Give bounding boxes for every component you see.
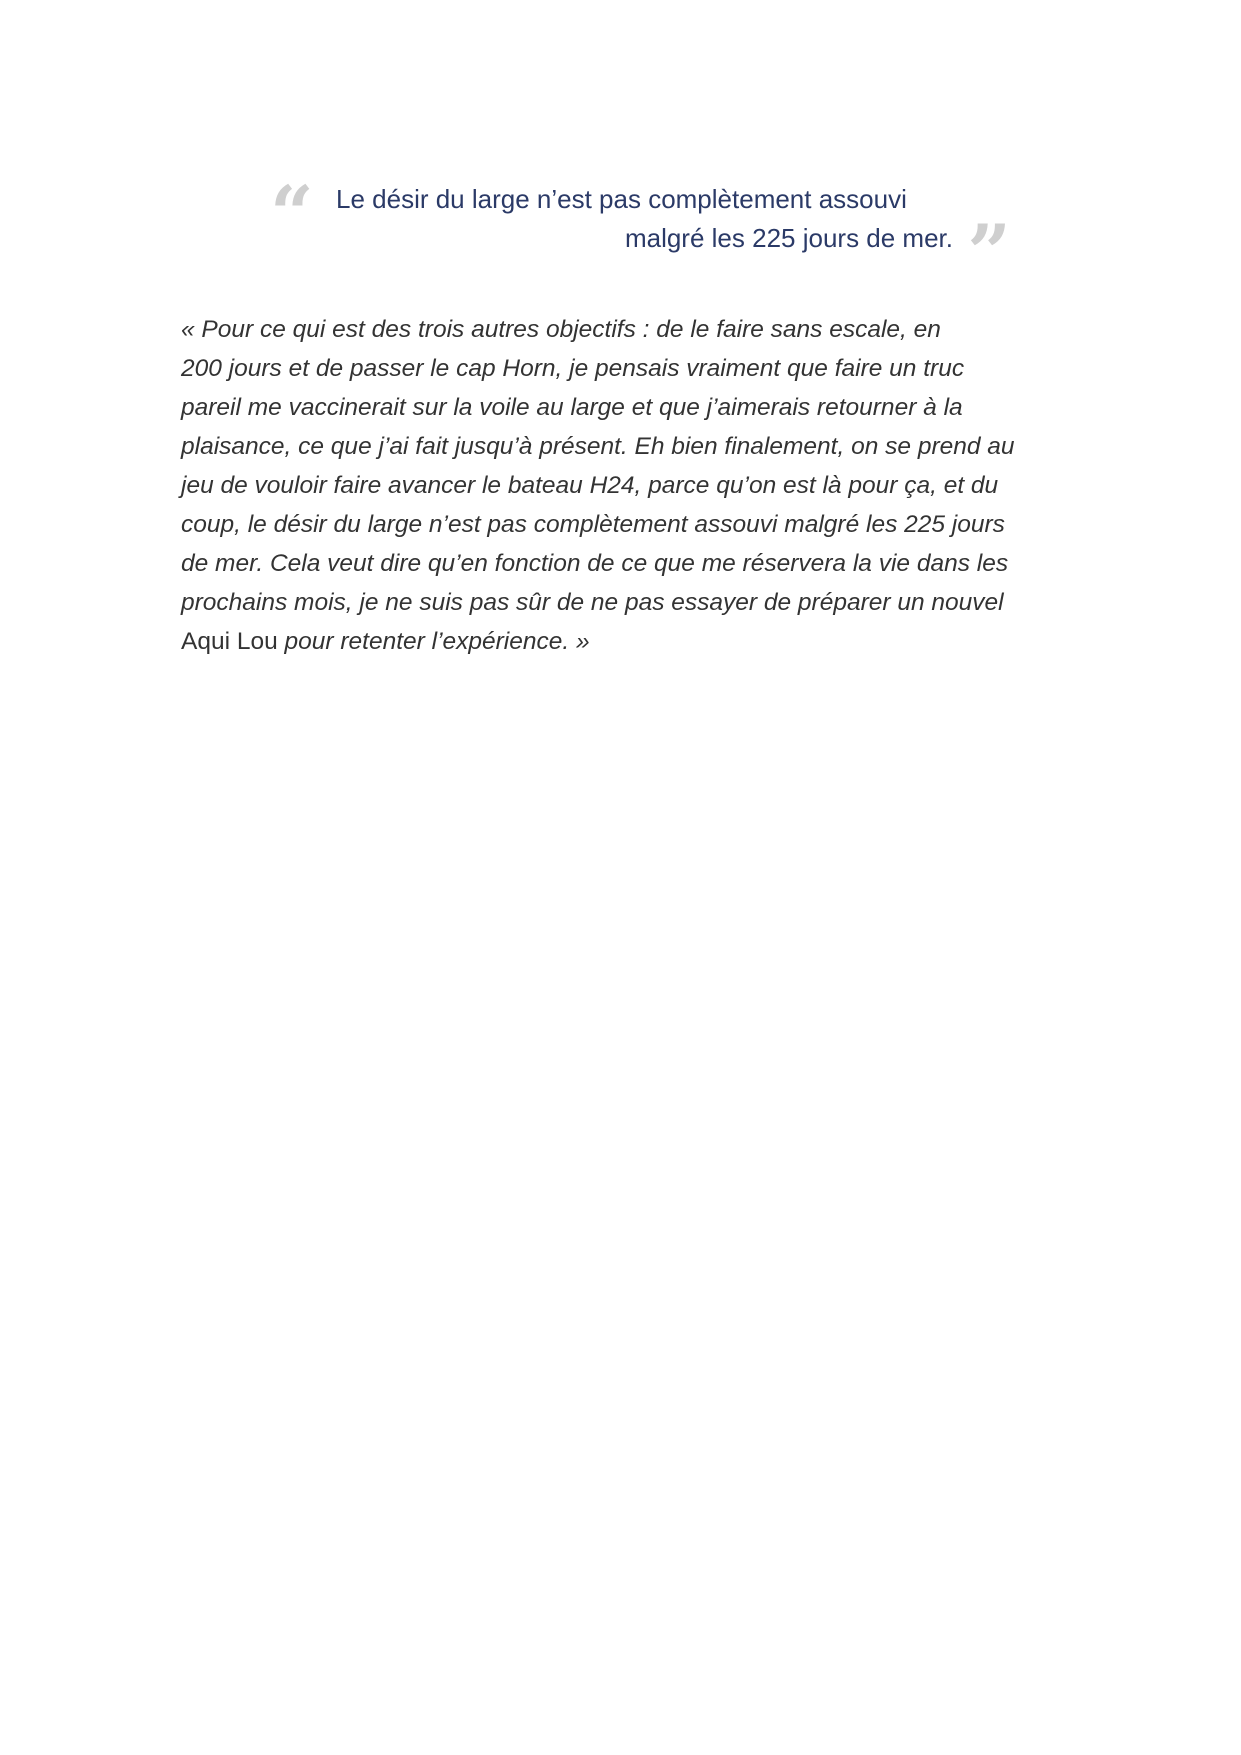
paragraph-line: « Pour ce qui est des trois autres objectifs : de le faire sans escale, en bbox=[181, 316, 941, 343]
paragraph-line: de mer. Cela veut dire qu’en fonction de ce que me réservera la vie dans les bbox=[181, 550, 1009, 577]
paragraph-last-line bbox=[181, 622, 1071, 661]
paragraph-line: prochains mois, je ne suis pas sûr de ne pas essayer de préparer un nouvel bbox=[181, 589, 1004, 616]
boat-name: Aqui Lou bbox=[181, 628, 278, 655]
paragraph-line: jeu de vouloir faire avancer le bateau H24, parce qu’on est là pour ça, et du bbox=[181, 472, 999, 499]
paragraph-line: coup, le désir du large n’est pas complètement assouvi malgré les 225 jours bbox=[181, 511, 1005, 538]
paragraph-line: plaisance, ce que j’ai fait jusqu’à présent. Eh bien finalement, on se prend au bbox=[181, 433, 1015, 460]
pull-quote bbox=[270, 169, 1030, 297]
pull-quote-line-2 bbox=[270, 208, 1005, 297]
paragraph-line: 200 jours et de passer le cap Horn, je pensais vraiment que faire un truc bbox=[181, 355, 965, 382]
pull-quote-text-2: malgré les 225 jours de mer. bbox=[624, 223, 953, 253]
pull-quote-text-1: Le désir du large n’est pas complètement assouvi bbox=[336, 184, 907, 214]
quote-paragraph bbox=[181, 310, 1071, 661]
paragraph-ending: pour retenter l’expérience. » bbox=[277, 628, 590, 655]
open-quote-icon: “ bbox=[270, 169, 308, 258]
paragraph-line: pareil me vaccinerait sur la voile au large et que j’aimerais retourner à la bbox=[181, 394, 963, 421]
close-quote-icon: ” bbox=[967, 208, 1005, 297]
